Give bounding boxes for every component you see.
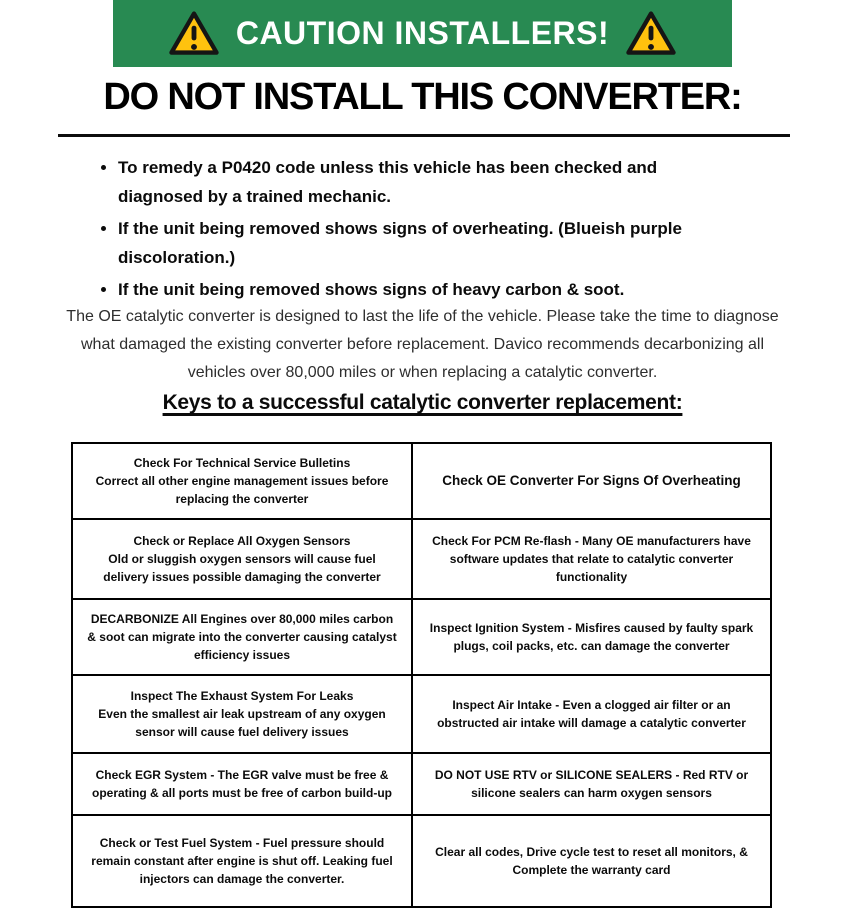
tips-cell — [413, 754, 770, 816]
warning-triangle-icon — [625, 10, 677, 57]
tips-cell-text: Inspect Ignition System - Misfires caused by faulty spark plugs, coil packs, etc. can damage the converter — [429, 621, 754, 653]
tips-cell-text: Correct all other engine management issues before replacing the converter — [95, 474, 389, 506]
advisory-paragraph — [0, 303, 845, 387]
tips-cell-text: Check or Replace All Oxygen Sensors — [133, 534, 351, 548]
warning-item-line: • To remedy a P0420 code unless this vehicle has been checked and — [118, 158, 658, 177]
tips-cell-text: Old or sluggish oxygen sensors will cause fuel delivery issues possible damaging the converter — [103, 552, 381, 584]
tips-cell — [73, 816, 413, 906]
advisory-line: vehicles over 80,000 miles or when replacing a catalytic converter. — [187, 364, 658, 381]
tips-cell — [413, 444, 770, 520]
tips-cell-text: Check OE Converter For Signs Of Overheating — [442, 472, 741, 488]
tips-cell-text: Check or Test Fuel System - Fuel pressure should remain constant after engine is shut off. Leaking fuel injectors can damage the converter. — [91, 836, 393, 886]
tips-cell-text: Inspect The Exhaust System For Leaks — [130, 689, 354, 703]
tips-cell-text: Check For Technical Service Bulletins — [133, 456, 351, 470]
tips-cell-text: Even the smallest air leak upstream of any oxygen sensor will cause fuel delivery issues — [98, 707, 386, 739]
banner-title: CAUTION INSTALLERS! — [235, 15, 610, 51]
main-heading: DO NOT INSTALL THIS CONVERTER: — [103, 76, 742, 118]
warning-item-line: discoloration.) — [118, 248, 236, 267]
tips-cell — [413, 600, 770, 676]
warning-list — [88, 153, 838, 307]
tips-cell-text: Inspect Air Intake - Even a clogged air filter or an obstructed air intake will damage a catalytic converter — [437, 698, 746, 730]
warning-item — [118, 275, 838, 304]
tips-table — [71, 442, 772, 908]
tips-cell-text: DO NOT USE RTV or SILICONE SEALERS - Red RTV or silicone sealers can harm oxygen sensors — [434, 768, 749, 800]
tips-cell-text: Check For PCM Re-flash - Many OE manufacturers have software updates that relate to catalytic converter functionality — [432, 534, 751, 584]
warning-item-line: diagnosed by a trained mechanic. — [118, 187, 392, 206]
tips-cell — [73, 600, 413, 676]
tips-cell — [413, 816, 770, 906]
tips-cell — [73, 676, 413, 754]
advisory-line: The OE catalytic converter is designed to last the life of the vehicle. Please take the time to diagnose — [66, 308, 779, 325]
warning-item-line: • If the unit being removed shows signs of overheating. (Blueish purple — [118, 219, 682, 238]
tips-cell-text: Clear all codes, Drive cycle test to reset all monitors, & Complete the warranty card — [435, 845, 748, 877]
tips-cell — [73, 520, 413, 600]
tips-cell-text: DECARBONIZE All Engines over 80,000 miles carbon & soot can migrate into the converter causing catalyst efficiency issues — [87, 612, 397, 662]
warning-item — [118, 153, 838, 211]
divider-line — [58, 134, 790, 137]
caution-banner — [113, 0, 732, 67]
tips-cell — [73, 754, 413, 816]
warning-triangle-icon — [168, 10, 220, 57]
tips-cell — [73, 444, 413, 520]
keys-heading: Keys to a successful catalytic converter replacement: — [162, 391, 683, 414]
tips-cell — [413, 676, 770, 754]
tips-cell — [413, 520, 770, 600]
warning-item-line: • If the unit being removed shows signs of heavy carbon & soot. — [118, 280, 625, 299]
warning-item — [118, 214, 838, 272]
advisory-line: what damaged the existing converter before replacement. Davico recommends decarbonizing all — [80, 336, 765, 353]
tips-cell-text: Check EGR System - The EGR valve must be free & operating & all ports must be free of carbon build-up — [91, 768, 393, 800]
